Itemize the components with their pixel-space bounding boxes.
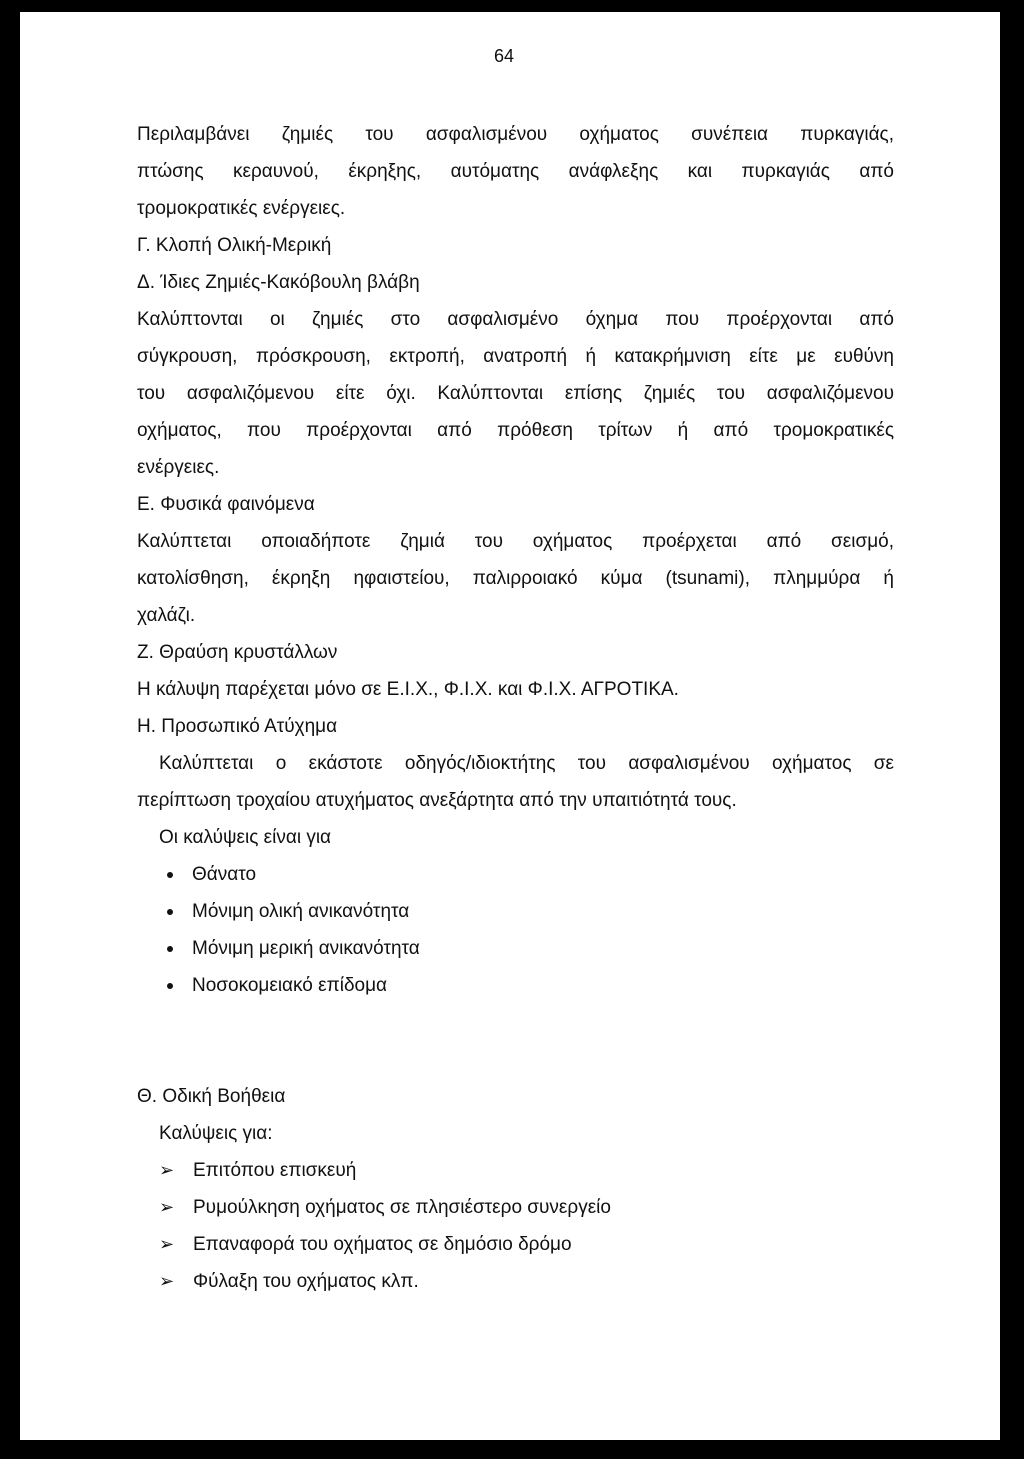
bullet-icon	[167, 983, 173, 989]
roadside-list	[137, 1152, 894, 1300]
arrow-bullet-icon: ➢	[159, 1197, 175, 1217]
text-line: τρομοκρατικές ενέργειες.	[137, 198, 346, 219]
list-item-label: Επιτόπου επισκευή	[193, 1160, 357, 1181]
section-heading-damage: Δ. Ίδιες Ζημιές-Κακόβουλη βλάβη	[137, 272, 420, 293]
list-item	[137, 967, 894, 1004]
list-item-label: Θάνατο	[192, 864, 257, 885]
section-heading-glass: Ζ. Θραύση κρυστάλλων	[137, 642, 338, 663]
arrow-bullet-icon: ➢	[159, 1271, 175, 1291]
list-item-label: Νοσοκομειακό επίδομα	[192, 975, 388, 996]
bullet-icon	[167, 872, 173, 878]
section-heading-theft: Γ. Κλοπή Ολική-Μερική	[137, 235, 332, 256]
text-line: Καλύπτεται οποιαδήποτε ζημιά του οχήματος προέρχεται από σεισμό,	[137, 531, 894, 552]
list-item	[137, 1189, 894, 1226]
accident-paragraph	[137, 745, 894, 819]
bullet-icon	[167, 909, 173, 915]
list-item-label: Φύλαξη του οχήματος κλπ.	[193, 1271, 419, 1292]
arrow-bullet-icon: ➢	[159, 1234, 175, 1254]
text-line: ενέργειες.	[137, 457, 220, 478]
list-item	[137, 1152, 894, 1189]
list-item-label: Μόνιμη μερική ανικανότητα	[192, 938, 420, 959]
arrow-bullet-icon: ➢	[159, 1160, 175, 1180]
fire-paragraph	[137, 116, 894, 227]
page-number: 64	[494, 46, 515, 66]
text-line: Περιλαμβάνει ζημιές του ασφαλισμένου οχήματος συνέπεια πυρκαγιάς,	[137, 124, 894, 145]
text-line: Καλύπτεται ο εκάστοτε οδηγός/ιδιοκτήτης του ασφαλισμένου οχήματος σε	[159, 753, 894, 774]
text-line: του ασφαλιζόμενου είτε όχι. Καλύπτονται επίσης ζημιές του ασφαλιζόμενου	[137, 383, 894, 404]
list-item-label: Επαναφορά του οχήματος σε δημόσιο δρόμο	[193, 1234, 572, 1255]
list-item	[137, 930, 894, 967]
text-line: χαλάζι.	[137, 605, 196, 626]
text-line: Καλύπτονται οι ζημιές στο ασφαλισμένο όχημα που προέρχονται από	[137, 309, 894, 330]
coverage-list	[137, 856, 894, 1004]
text-line: πτώσης κεραυνού, έκρηξης, αυτόματης ανάφλεξης και πυρκαγιάς από	[137, 161, 894, 182]
nature-paragraph	[137, 523, 894, 634]
section-spacer	[137, 1004, 894, 1078]
document-page	[20, 12, 1000, 1440]
roadside-intro: Καλύψεις για:	[159, 1123, 273, 1144]
text-line: οχήματος, που προέρχονται από πρόθεση τρίτων ή από τρομοκρατικές	[137, 420, 894, 441]
section-heading-nature: Ε. Φυσικά φαινόμενα	[137, 494, 315, 515]
list-item	[137, 1263, 894, 1300]
list-item	[137, 856, 894, 893]
section-heading-roadside: Θ. Οδική Βοήθεια	[137, 1086, 286, 1107]
damage-paragraph	[137, 301, 894, 486]
text-line: σύγκρουση, πρόσκρουση, εκτροπή, ανατροπή ή κατακρήμνιση είτε με ευθύνη	[137, 346, 894, 367]
document-body	[137, 116, 894, 1300]
text-line: κατολίσθηση, έκρηξη ηφαιστείου, παλιρροιακό κύμα (tsunami), πλημμύρα ή	[137, 568, 894, 589]
text-line: περίπτωση τροχαίου ατυχήματος ανεξάρτητα από την υπαιτιότητά τους.	[137, 790, 737, 811]
coverage-intro: Οι καλύψεις είναι για	[159, 827, 332, 848]
list-item	[137, 893, 894, 930]
section-heading-accident: Η. Προσωπικό Ατύχημα	[137, 716, 338, 737]
list-item-label: Μόνιμη ολική ανικανότητα	[192, 901, 410, 922]
bullet-icon	[167, 946, 173, 952]
list-item	[137, 1226, 894, 1263]
glass-paragraph: Η κάλυψη παρέχεται μόνο σε Ε.Ι.Χ., Φ.Ι.Χ. και Φ.Ι.Χ. ΑΓΡΟΤΙΚΑ.	[137, 679, 679, 700]
list-item-label: Ρυμούλκηση οχήματος σε πλησιέστερο συνεργείο	[193, 1197, 611, 1218]
